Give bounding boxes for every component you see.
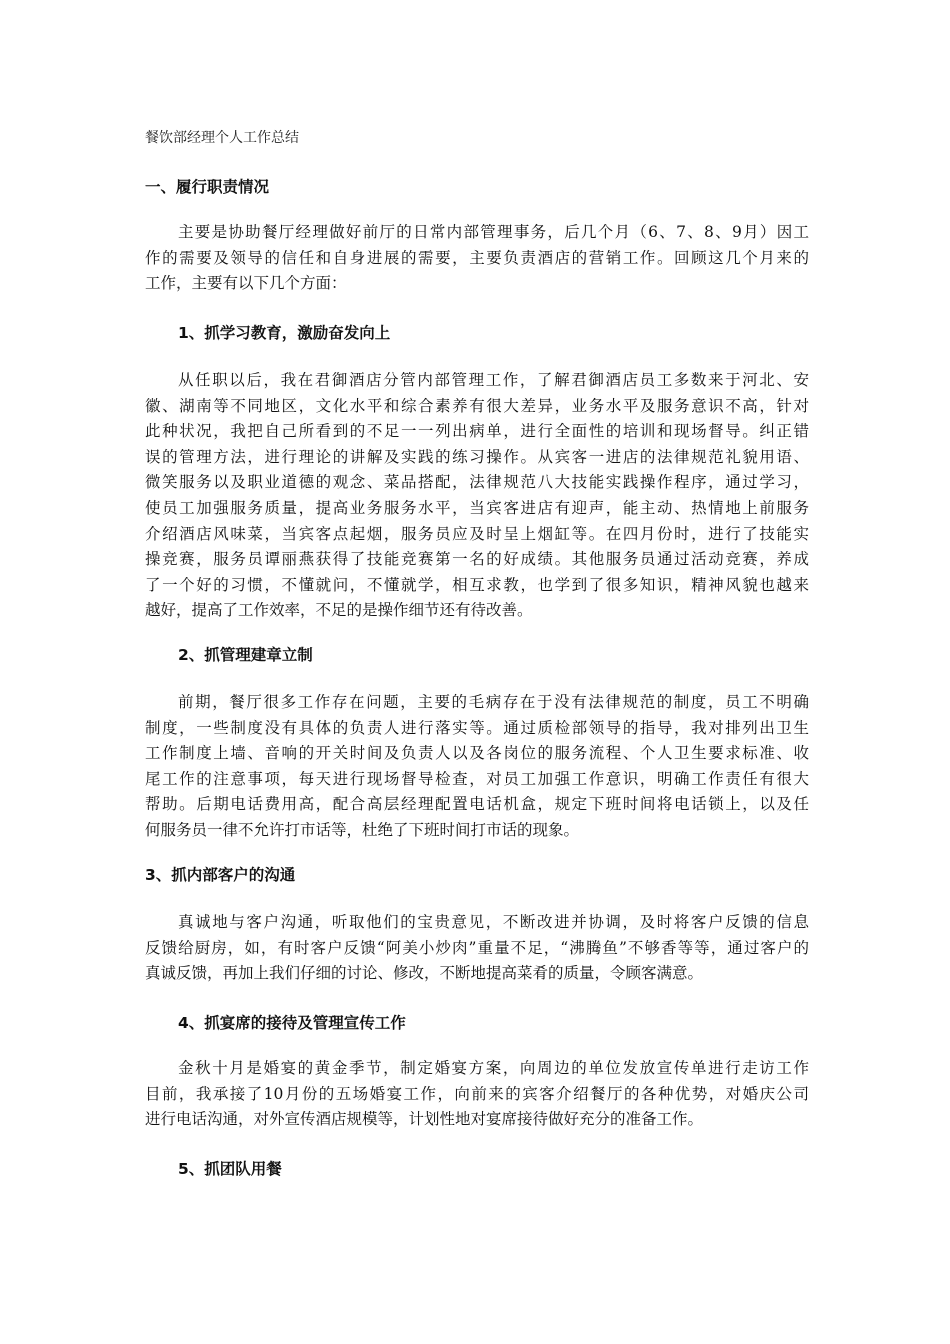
paragraph-line: 何服务员一律不允许打市话等，杜绝了下班时间打市话的现象。 (145, 820, 580, 839)
subsection-heading-5: 5、抓团队用餐 (178, 1160, 282, 1178)
subsection-heading-3: 3、抓内部客户的沟通 (145, 866, 296, 884)
subsection-heading-1: 1、抓学习教育，激励奋发向上 (178, 324, 391, 342)
paragraph-line: 目前，我承接了10月份的五场婚宴工作，向前来的宾客介绍餐厅的各种优势，对婚庆公司 (145, 1084, 809, 1103)
paragraph-line: 尾工作的注意事项，每天进行现场督导检查，对员工加强工作意识，明确工作责任有很大 (145, 769, 809, 788)
paragraph-line: 真诚反馈，再加上我们仔细的讨论、修改，不断地提高菜肴的质量，令顾客满意。 (145, 964, 704, 983)
paragraph-line: 制度，一些制度没有具体的负责人进行落实等。通过质检部领导的指导，我对排列出卫生 (145, 718, 809, 737)
subsection-heading-4: 4、抓宴席的接待及管理宣传工作 (178, 1014, 406, 1032)
subsection-1-paragraph (145, 368, 809, 624)
paragraph-line: 作的需要及领导的信任和自身进展的需要，主要负责酒店的营销工作。回顾这几个月来的 (145, 248, 809, 267)
paragraph-line: 工作，主要有以下几个方面： (145, 274, 347, 293)
paragraph-line: 越好，提高了工作效率，不足的是操作细节还有待改善。 (145, 601, 533, 620)
paragraph-line: 使员工加强服务质量，提高业务服务水平，当宾客进店有迎声，能主动、热情地上前服务 (145, 498, 809, 517)
paragraph-line: 金秋十月是婚宴的黄金季节，制定婚宴方案，向周边的单位发放宣传单进行走访工作 (178, 1059, 809, 1077)
paragraph-line: 真诚地与客户沟通，听取他们的宝贵意见，不断改进并协调，及时将客户反馈的信息 (178, 913, 809, 931)
subsection-4-paragraph (145, 1056, 809, 1133)
paragraph-line: 此种状况，我把自己所看到的不足一一列出病单，进行全面性的培训和现场督导。纠正错 (145, 422, 809, 441)
subsection-heading-2: 2、抓管理建章立制 (178, 646, 313, 664)
section-heading-duties: 一、履行职责情况 (145, 178, 270, 196)
paragraph-line: 工作制度上墙、音响的开关时间及负责人以及各岗位的服务流程、个人卫生要求标准、收 (145, 744, 809, 763)
paragraph-line: 操竞赛，服务员谭丽燕获得了技能竞赛第一名的好成绩。其他服务员通过活动竞赛，养成 (145, 550, 809, 569)
subsection-3-paragraph (145, 910, 809, 987)
subsection-2-paragraph (145, 690, 809, 844)
paragraph-line: 反馈给厨房，如，有时客户反馈“阿美小炒肉”重量不足，“沸腾鱼”不够香等等，通过客户的 (145, 938, 809, 957)
paragraph-line: 进行电话沟通，对外宣传酒店规模等，计划性地对宴席接待做好充分的准备工作。 (145, 1110, 704, 1129)
paragraph-line: 了一个好的习惯，不懂就问，不懂就学，相互求教，也学到了很多知识，精神风貌也越来 (145, 575, 809, 594)
paragraph-line: 主要是协助餐厅经理做好前厅的日常内部管理事务，后几个月（6、7、8、9月）因工 (178, 223, 809, 241)
paragraph-line: 误的管理方法，进行理论的讲解及实践的练习操作。从宾客一进店的法律规范礼貌用语、 (145, 447, 809, 466)
paragraph-line: 前期，餐厅很多工作存在问题，主要的毛病存在于没有法律规范的制度，员工不明确 (178, 693, 809, 711)
intro-paragraph (145, 220, 809, 297)
paragraph-line: 从任职以后，我在君御酒店分管内部管理工作，了解君御酒店员工多数来于河北、安 (178, 371, 809, 389)
paragraph-line: 微笑服务以及职业道德的观念、菜品搭配，法律规范八大技能实践操作程序，通过学习， (145, 473, 809, 492)
document-title: 餐饮部经理个人工作总结 (145, 130, 299, 146)
paragraph-line: 帮助。后期电话费用高，配合高层经理配置电话机盒，规定下班时间将电话锁上，以及任 (145, 795, 809, 814)
paragraph-line: 介绍酒店风味菜，当宾客点起烟，服务员应及时呈上烟缸等。在四月份时，进行了技能实 (145, 524, 809, 543)
paragraph-line: 徽、湖南等不同地区，文化水平和综合素养有很大差异，业务水平及服务意识不高，针对 (145, 396, 809, 415)
